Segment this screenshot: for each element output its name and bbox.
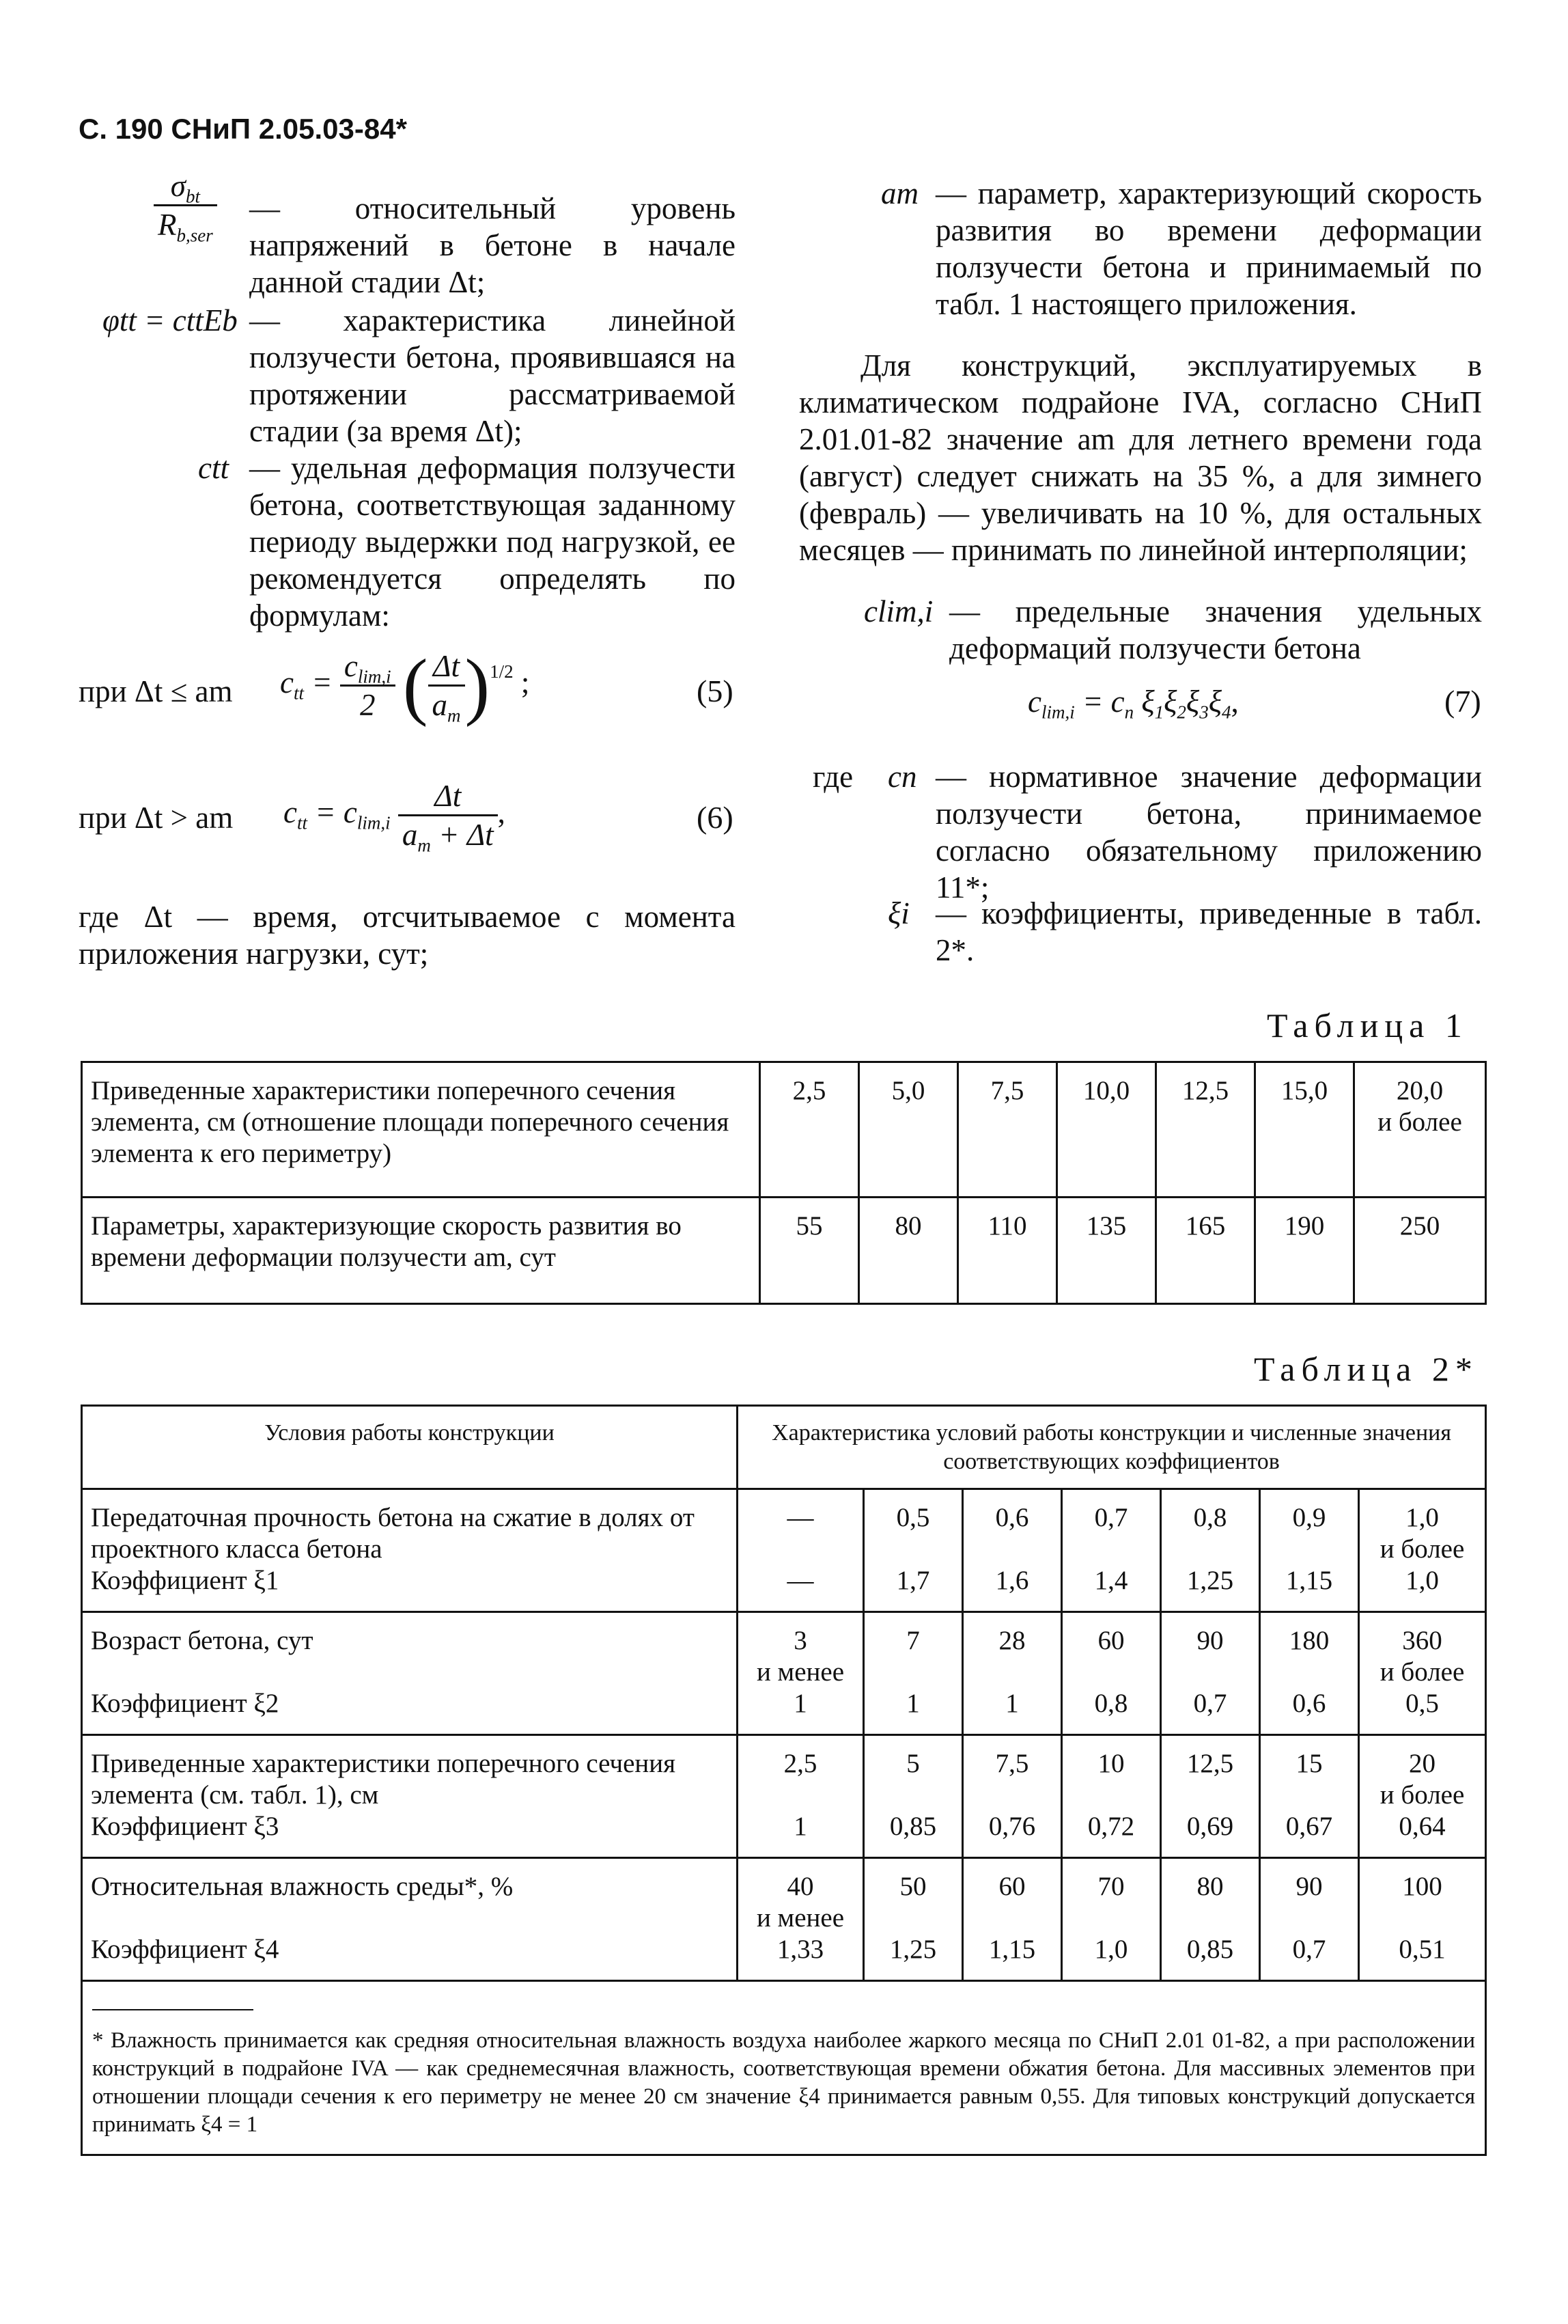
table2-coefficient: 0,76 bbox=[988, 1812, 1036, 1841]
table1-cell: 10,0 bbox=[1057, 1062, 1156, 1198]
table2-value: 360 и более bbox=[1380, 1626, 1465, 1687]
table2-cell bbox=[1260, 1612, 1359, 1735]
table2-value: 7,5 bbox=[995, 1749, 1029, 1778]
table2-cell bbox=[1161, 1735, 1260, 1858]
table2-cell bbox=[1260, 1735, 1359, 1858]
footnote-rule bbox=[92, 2009, 253, 2010]
table2-condition-text: Возраст бетона, сут bbox=[91, 1626, 313, 1655]
clim-symbol: clim,i bbox=[864, 594, 934, 628]
table2-cell bbox=[864, 1735, 963, 1858]
table2-cell bbox=[963, 1858, 1062, 1981]
table2-value: 20 и более bbox=[1380, 1749, 1465, 1810]
table2-body bbox=[82, 1489, 1486, 1981]
table2-cell bbox=[1062, 1858, 1161, 1981]
table2-title: Таблица 2* bbox=[1254, 1350, 1479, 1388]
xi-def: — коэффициенты, приведенные в табл. 2*. bbox=[936, 896, 1482, 967]
table1-cell: 250 bbox=[1354, 1198, 1486, 1304]
table2-group-label bbox=[82, 1612, 738, 1735]
table2-value: 15 bbox=[1296, 1749, 1323, 1778]
table2-value: 12,5 bbox=[1186, 1749, 1234, 1778]
table2-group-row bbox=[82, 1735, 1486, 1858]
table2-cell bbox=[1359, 1858, 1486, 1981]
table2-value: 90 bbox=[1296, 1872, 1323, 1901]
table2-value: 5 bbox=[906, 1749, 920, 1778]
am-symbol: am bbox=[881, 176, 919, 210]
table1-cell: 15,0 bbox=[1255, 1062, 1354, 1198]
table2-cell bbox=[738, 1612, 864, 1735]
table2-value: 40 и менее bbox=[756, 1872, 845, 1933]
table2-footnote-cell bbox=[82, 1981, 1486, 2155]
table2-value: 0,9 bbox=[1292, 1503, 1326, 1532]
table2-cell bbox=[963, 1612, 1062, 1735]
table2-cell bbox=[1260, 1489, 1359, 1612]
table1-cell: 135 bbox=[1057, 1198, 1156, 1304]
table2-coefficient: — bbox=[787, 1566, 814, 1595]
table2-cell bbox=[864, 1489, 963, 1612]
table1-cell: 190 bbox=[1255, 1198, 1354, 1304]
table2-group-label bbox=[82, 1489, 738, 1612]
table1-cell: 12,5 bbox=[1156, 1062, 1255, 1198]
table2-cell bbox=[738, 1735, 864, 1858]
cn-where: где bbox=[813, 760, 854, 794]
formula-6: $c_{tt} = c_{lim,i}$ $\frac{\Delta t}{a_m + \Delta t}$ , bbox=[283, 779, 505, 856]
formula-5: $c_{tt}$ = $\frac{c_{lim,i}}{2}$ ( $\frac{\Delta t}{a_m}$ )$^{1/2}$ ; bbox=[280, 644, 530, 728]
table2-group-label bbox=[82, 1735, 738, 1858]
cn-symbol: cn bbox=[888, 760, 917, 794]
term-ctt-symbol: ctt bbox=[198, 451, 229, 485]
table2-footnote-row bbox=[82, 1981, 1486, 2155]
table2-coefficient-label: Коэффициент ξ1 bbox=[91, 1566, 279, 1595]
table2-cell bbox=[864, 1858, 963, 1981]
table1-cell: 165 bbox=[1156, 1198, 1255, 1304]
table2-coefficient: 1,6 bbox=[995, 1566, 1029, 1595]
table2-coefficient: 0,67 bbox=[1285, 1812, 1333, 1841]
table2-value: 0,7 bbox=[1094, 1503, 1128, 1532]
table2-coefficient: 0,6 bbox=[1292, 1689, 1326, 1718]
table2-coefficient: 0,69 bbox=[1186, 1812, 1234, 1841]
table1-cell: 5,0 bbox=[859, 1062, 958, 1198]
table2-value: 0,5 bbox=[896, 1503, 930, 1532]
table2-cell bbox=[1161, 1612, 1260, 1735]
table-2 bbox=[81, 1405, 1487, 2156]
table2-group-label bbox=[82, 1858, 738, 1981]
table1-cell: 80 bbox=[859, 1198, 958, 1304]
table2-value: 1,0 и более bbox=[1380, 1503, 1465, 1564]
table2-cell bbox=[1359, 1612, 1486, 1735]
table2-cell bbox=[1359, 1735, 1486, 1858]
table1-cell: 55 bbox=[760, 1198, 859, 1304]
table2-coefficient: 1,0 bbox=[1094, 1935, 1128, 1964]
table2-coefficient: 1,4 bbox=[1094, 1566, 1128, 1595]
table2-coefficient: 1,0 bbox=[1405, 1566, 1439, 1595]
table2-value: 3 и менее bbox=[756, 1626, 845, 1687]
table2-coefficient: 1,15 bbox=[1285, 1566, 1333, 1595]
table2-value: — bbox=[787, 1503, 814, 1532]
table2-header-row bbox=[82, 1406, 1486, 1489]
formula-7: $c_{lim,i} = c_n$ $\xi_1\xi_2\xi_3\xi_4$, bbox=[1028, 684, 1239, 723]
table2-value: 80 bbox=[1196, 1872, 1224, 1901]
term-ctt-def: — удельная деформация ползучести бетона, соответствующая заданному периоду выдержки под нагрузкой, ее рекомендуется определять по формулам: bbox=[249, 451, 736, 633]
table2-value: 0,8 bbox=[1193, 1503, 1227, 1532]
climate-paragraph: Для конструкций, эксплуатируемых в климатическом подрайоне IVA, согласно СНиП 2.01.01-82 значение am для летнего времени года (август) следует снижать на 35 %, а для зимнего (февраль) — увеличивать на 10 %, для остальных месяцев — принимать по линейной интерполяции; bbox=[799, 348, 1482, 567]
xi-symbol: ξi bbox=[888, 896, 910, 930]
table2-coefficient: 0,85 bbox=[889, 1812, 937, 1841]
table2-value: 180 bbox=[1289, 1626, 1330, 1655]
table2-value: 100 bbox=[1402, 1872, 1442, 1901]
am-def: — параметр, характеризующий скорость развития во времени деформации ползучести бетона и принимаемый по табл. 1 настоящего приложения. bbox=[936, 176, 1482, 321]
table2-group-row bbox=[82, 1858, 1486, 1981]
table2-coefficient: 1 bbox=[906, 1689, 920, 1718]
table2-value: 60 bbox=[1097, 1626, 1125, 1655]
table2-value: 50 bbox=[899, 1872, 927, 1901]
table2-coefficient-label: Коэффициент ξ2 bbox=[91, 1689, 279, 1718]
table-1 bbox=[81, 1061, 1487, 1305]
table2-value: 2,5 bbox=[783, 1749, 817, 1778]
term-phi-def: — характеристика линейной ползучести бетона, проявившаяся на протяжении рассматриваемой стадии (за время Δt); bbox=[249, 303, 736, 448]
table2-coefficient: 0,72 bbox=[1087, 1812, 1135, 1841]
table2-cell bbox=[1161, 1858, 1260, 1981]
table1-row-label: Параметры, характеризующие скорость развития во времени деформации ползучести am, сут bbox=[82, 1198, 760, 1304]
formula-7-number: (7) bbox=[1444, 684, 1481, 719]
table2-coefficient: 1 bbox=[794, 1689, 807, 1718]
table1-title: Таблица 1 bbox=[1267, 1006, 1468, 1045]
table2-value: 10 bbox=[1097, 1749, 1125, 1778]
table2-value: 28 bbox=[998, 1626, 1026, 1655]
table1-row-section bbox=[82, 1062, 1486, 1198]
table1-cell: 7,5 bbox=[958, 1062, 1057, 1198]
table2-cell bbox=[738, 1489, 864, 1612]
table2-coefficient: 0,7 bbox=[1193, 1689, 1227, 1718]
table1-cell: 20,0 и более bbox=[1354, 1062, 1486, 1198]
cn-def: — нормативное значение деформации ползучести бетона, принимаемое согласно обязательному приложению 11*; bbox=[936, 760, 1482, 904]
table2-coefficient: 1,7 bbox=[896, 1566, 930, 1595]
table2-condition-text: Относительная влажность среды*, % bbox=[91, 1872, 514, 1901]
formula-6-condition: при Δt > am bbox=[79, 801, 234, 835]
clim-def: — предельные значения удельных деформаций ползучести бетона bbox=[949, 594, 1482, 665]
page-header: С. 190 СНиП 2.05.03-84* bbox=[79, 113, 407, 145]
table2-coefficient: 0,51 bbox=[1399, 1935, 1446, 1964]
formula-6-number: (6) bbox=[697, 800, 733, 835]
table2-cell bbox=[1161, 1489, 1260, 1612]
table2-group-row bbox=[82, 1612, 1486, 1735]
table2-value: 7 bbox=[906, 1626, 920, 1655]
table2-coefficient: 1,33 bbox=[776, 1935, 824, 1964]
table1-cell: 110 bbox=[958, 1198, 1057, 1304]
table2-cell bbox=[963, 1735, 1062, 1858]
table2-coefficient: 1 bbox=[794, 1812, 807, 1841]
table2-cell bbox=[864, 1612, 963, 1735]
formula-5-number: (5) bbox=[697, 674, 733, 708]
table2-head-conditions: Условия работы конструкции bbox=[82, 1406, 738, 1489]
table2-cell bbox=[1359, 1489, 1486, 1612]
table2-coefficient: 1,25 bbox=[889, 1935, 937, 1964]
table2-coefficient-label: Коэффициент ξ3 bbox=[91, 1812, 279, 1841]
table1-row-am bbox=[82, 1198, 1486, 1304]
table2-value: 70 bbox=[1097, 1872, 1125, 1901]
table2-coefficient: 1,25 bbox=[1186, 1566, 1234, 1595]
table2-group-row bbox=[82, 1489, 1486, 1612]
table2-value: 0,6 bbox=[995, 1503, 1029, 1532]
table2-condition-text: Передаточная прочность бетона на сжатие в долях от проектного класса бетона bbox=[91, 1503, 695, 1564]
term-sigma-text: — относительный уровень напряжений в бетоне в начале данной стадии Δt; bbox=[249, 191, 736, 299]
table2-coefficient-label: Коэффициент ξ4 bbox=[91, 1935, 279, 1964]
table2-value: 90 bbox=[1196, 1626, 1224, 1655]
table2-cell bbox=[1062, 1735, 1161, 1858]
table2-coefficient: 0,85 bbox=[1186, 1935, 1234, 1964]
formula-5-condition: при Δt ≤ am bbox=[79, 674, 233, 708]
table2-cell bbox=[1062, 1612, 1161, 1735]
table2-cell bbox=[1260, 1858, 1359, 1981]
where-dt: где Δt — время, отсчитываемое с момента приложения нагрузки, сут; bbox=[79, 900, 736, 971]
term-phi-symbol: φtt = cttEb bbox=[102, 303, 238, 337]
table2-coefficient: 1 bbox=[1005, 1689, 1019, 1718]
term-sigma-def bbox=[249, 190, 736, 301]
table1-row-label: Приведенные характеристики поперечного сечения элемента, см (отношение площади поперечного сечения элемента к его периметру) bbox=[82, 1062, 760, 1198]
table2-head-characteristics: Характеристика условий работы конструкции и численные значения соответствующих коэффициентов bbox=[738, 1406, 1486, 1489]
table1-cell: 2,5 bbox=[760, 1062, 859, 1198]
table2-cell bbox=[738, 1858, 864, 1981]
table2-cell bbox=[963, 1489, 1062, 1612]
table2-coefficient: 0,7 bbox=[1292, 1935, 1326, 1964]
table2-cell bbox=[1062, 1489, 1161, 1612]
table2-coefficient: 0,8 bbox=[1094, 1689, 1128, 1718]
table2-coefficient: 0,5 bbox=[1405, 1689, 1439, 1718]
table2-condition-text: Приведенные характеристики поперечного сечения элемента (см. табл. 1), см bbox=[91, 1749, 676, 1810]
table2-footnote: * Влажность принимается как средняя относительная влажность воздуха наиболее жаркого месяца по СНиП 2.01 01-82, а при расположении конструкций в подрайоне IVA — как среднемесячная влажность, соответствующая времени обжатия бетона. Для массивных элементов при отношении площади сечения к его периметру не менее 20 см значение ξ4 принимается равным 0,55. Для типовых конструкций допускается принимать ξ4 = 1 bbox=[92, 2028, 1476, 2137]
table2-value: 60 bbox=[998, 1872, 1026, 1901]
table2-coefficient: 0,64 bbox=[1399, 1812, 1446, 1841]
table2-coefficient: 1,15 bbox=[988, 1935, 1036, 1964]
sigma-ratio: $\frac{\sigma_{bt}}{R_{b,ser}}$ bbox=[154, 167, 217, 243]
